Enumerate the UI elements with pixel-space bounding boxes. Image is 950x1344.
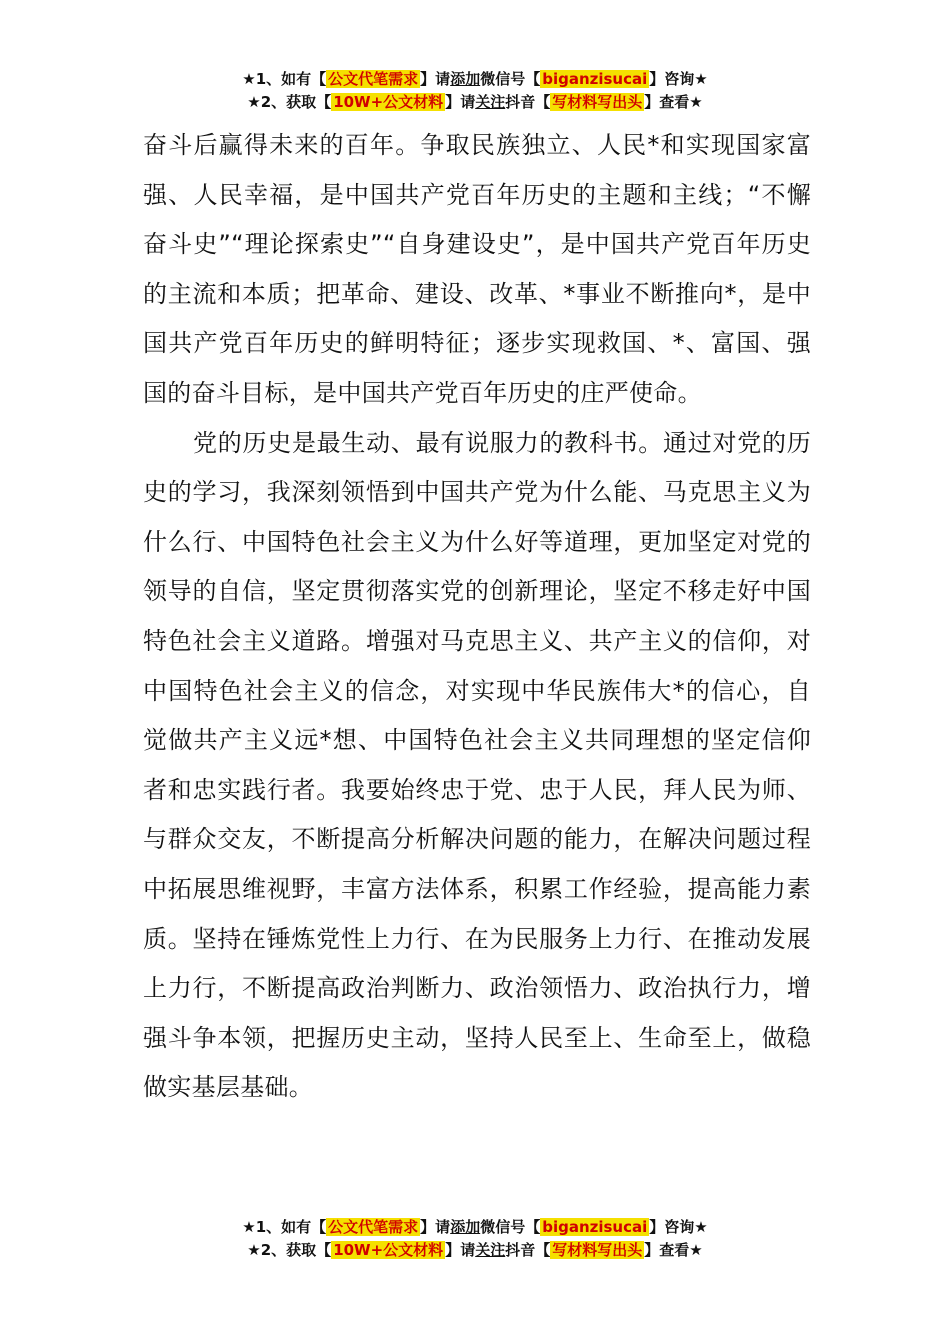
banner-line-2: ★2、获取【 10W+公文材料 】请关注抖音【 写材料写出头 】查看★ — [247, 93, 703, 111]
header-banner — [0, 68, 950, 114]
footer-banner — [0, 1216, 950, 1262]
paragraph-2: 党的历史是最生动、最有说服力的教科书。通过对党的历史的学习，我深刻领悟到中国共产党为什么能、马克思主义为什么行、中国特色社会主义为什么好等道理，更加坚定对党的领导的自信，坚定贯彻落实党的创新理论，坚定不移走好中国特色社会主义道路。增强对马克思主义、共产主义的信仰，对中国特色社会主义的信念，对实现中华民族伟大*的信心，自觉做共产主义远*想、中国特色社会主义共同理想的坚定信仰者和忠实践行者。我要始终忠于党、忠于人民，拜人民为师、与群众交友，不断提高分析解决问题的能力，在解决问题过程中拓展思维视野，丰富方法体系，积累工作经验，提高能力素质。坚持在锤炼党性上力行、在为民服务上力行、在推动发展上力行，不断提高政治判断力、政治领悟力、政治执行力，增强斗争本领，把握历史主动，坚持人民至上、生命至上，做稳做实基层基础。 — [143, 428, 811, 1102]
highlight-wechat-id: biganzisucai — [542, 1218, 648, 1236]
highlight-materials: 10W+公文材料 — [333, 1241, 444, 1259]
banner-line-2: ★2、获取【 10W+公文材料 】请关注抖音【 写材料写出头 】查看★ — [247, 1241, 703, 1259]
highlight-service: 公文代笔需求 — [328, 70, 419, 88]
document-body — [143, 121, 811, 1113]
highlight-douyin-account: 写材料写出头 — [552, 1241, 643, 1259]
highlight-wechat-id: biganzisucai — [542, 70, 648, 88]
paragraph-1: 奋斗后赢得未来的百年。争取民族独立、人民*和实现国家富强、人民幸福，是中国共产党百年历史的主题和主线；“不懈奋斗史”“理论探索史”“自身建设史”，是中国共产党百年历史的主流和本质；把革命、建设、改革、*事业不断推向*，是中国共产党百年历史的鲜明特征；逐步实现救国、*、富国、强国的奋斗目标，是中国共产党百年历史的庄严使命。 — [143, 131, 812, 407]
banner-line-1: ★1、如有【 公文代笔需求 】请添加微信号【 biganzisucai 】咨询★ — [242, 1218, 708, 1236]
highlight-douyin-account: 写材料写出头 — [552, 93, 643, 111]
highlight-materials: 10W+公文材料 — [333, 93, 444, 111]
banner-line-1: ★1、如有【 公文代笔需求 】请添加微信号【 biganzisucai 】咨询★ — [242, 70, 708, 88]
highlight-service: 公文代笔需求 — [328, 1218, 419, 1236]
